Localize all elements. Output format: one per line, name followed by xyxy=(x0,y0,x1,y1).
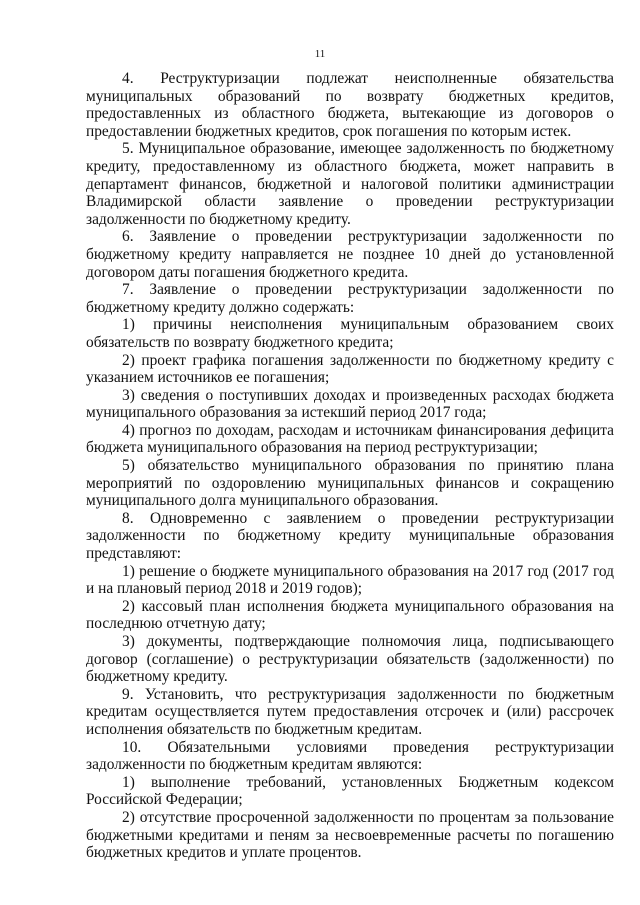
paragraph-7-item-3: 3) сведения о поступивших доходах и произведенных расходах бюджета муниципального образования за истекший период 2017 года; xyxy=(86,386,614,422)
paragraph-4: 4. Реструктуризации подлежат неисполненные обязательства муниципальных образований по возврату бюджетных кредитов, предоставленных из областного бюджета, вытекающие из договоров о предоставлении бюджетных кредитов, срок погашения по которым истек. xyxy=(86,70,614,140)
paragraph-8-item-1: 1) решение о бюджете муниципального образования на 2017 год (2017 год и на плановый период 2018 и 2019 годов); xyxy=(86,562,614,598)
document-body xyxy=(86,70,614,862)
paragraph-8-item-2: 2) кассовый план исполнения бюджета муниципального образования на последнюю отчетную дату; xyxy=(86,597,614,633)
paragraph-7: 7. Заявление о проведении реструктуризации задолженности по бюджетному кредиту должно содержать: xyxy=(86,281,614,316)
paragraph-10-item-1: 1) выполнение требований, установленных Бюджетным кодексом Российской Федерации; xyxy=(86,773,614,809)
paragraph-8-item-3: 3) документы, подтверждающие полномочия лица, подписывающего договор (соглашение) о реструктуризации обязательств (задолженности) по бюджетному кредиту. xyxy=(86,633,614,686)
paragraph-6: 6. Заявление о проведении реструктуризации задолженности по бюджетному кредиту направляется не позднее 10 дней до установленной договором даты погашения бюджетного кредита. xyxy=(86,228,614,281)
paragraph-7-item-4: 4) прогноз по доходам, расходам и источникам финансирования дефицита бюджета муниципального образования на период реструктуризации; xyxy=(86,421,614,457)
paragraph-8: 8. Одновременно с заявлением о проведении реструктуризации задолженности по бюджетному кредиту муниципальные образования представляют: xyxy=(86,509,614,563)
paragraph-7-item-1: 1) причины неисполнения муниципальным образованием своих обязательств по возврату бюджетного кредита; xyxy=(86,316,614,351)
paragraph-10-item-2: 2) отсутствие просроченной задолженности по процентам за пользование бюджетными кредитами и пеням за несвоевременные расчеты по погашению бюджетных кредитов и уплате процентов. xyxy=(86,808,614,862)
page-number: 11 xyxy=(314,48,326,60)
paragraph-9: 9. Установить, что реструктуризация задолженности по бюджетным кредитам осуществляется путем предоставления отсрочек и (или) рассрочек исполнения обязательств по бюджетным кредитам. xyxy=(86,685,614,738)
paragraph-7-item-2: 2) проект графика погашения задолженности по бюджетному кредиту с указанием источников ее погашения; xyxy=(86,351,614,387)
paragraph-5: 5. Муниципальное образование, имеющее задолженность по бюджетному кредиту, предоставленному из областного бюджета, может направить в департамент финансов, бюджетной и налоговой политики администрации Владимирской области заявление о проведении реструктуризации задолженности по бюджетному кредиту. xyxy=(86,140,614,228)
paragraph-7-item-5: 5) обязательство муниципального образования по принятию плана мероприятий по оздоровлению муниципальных финансов и сокращению муниципального долга муниципального образования. xyxy=(86,457,614,510)
paragraph-10: 10. Обязательными условиями проведения реструктуризации задолженности по бюджетным кредитам являются: xyxy=(86,738,614,774)
